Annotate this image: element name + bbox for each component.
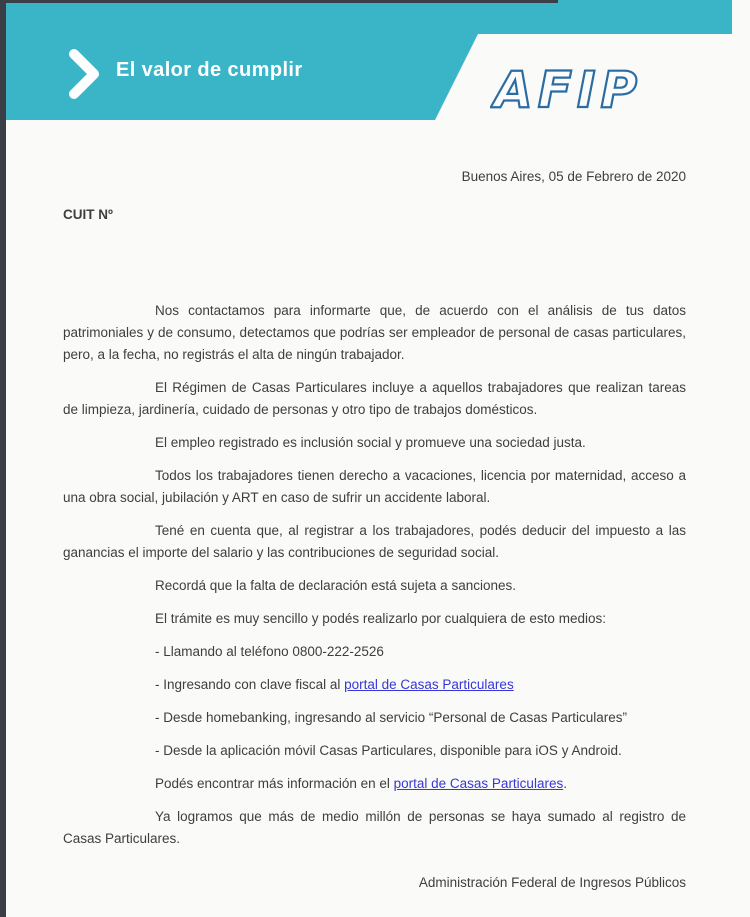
bullet-telefono-text: - Llamando al teléfono 0800-222-2526 (155, 644, 384, 659)
bullet-app-movil-text: - Desde la aplicación móvil Casas Particulares, disponible para iOS y Android. (155, 743, 622, 758)
bullet-clave-fiscal (155, 674, 686, 696)
signature-line: Administración Federal de Ingresos Públicos (418, 875, 686, 890)
paragraph-deduccion: Tené en cuenta que, al registrar a los trabajadores, podés deducir del impuesto a las ganancias el importe del salario y las contribuciones de seguridad social. (63, 523, 686, 560)
header-tagline: El valor de cumplir (116, 59, 303, 81)
paragraph-medio-millon: Ya logramos que más de medio millón de personas se haya sumado al registro de Casas Particulares. (63, 809, 686, 846)
afip-logo-text: AFIP (494, 61, 643, 119)
bullet-homebanking (155, 707, 686, 729)
paragraph-derechos: Todos los trabajadores tienen derecho a vacaciones, licencia por maternidad, acceso a una obra social, jubilación y ART en caso de sufrir un accidente laboral. (63, 468, 686, 505)
paragraph-tramite: El trámite es muy sencillo y podés realizarlo por cualquiera de esto medios: (155, 611, 606, 626)
paragraph-regimen: El Régimen de Casas Particulares incluye a aquellos trabajadores que realizan tareas de limpieza, jardinería, cuidado de personas y otro tipo de trabajos domésticos. (63, 380, 686, 417)
cuit-label: CUIT Nº (63, 207, 113, 222)
portal-casas-particulares-link-2[interactable]: portal de Casas Particulares (393, 776, 564, 791)
bullet-app-movil (155, 740, 686, 762)
letter-body (63, 166, 686, 894)
paragraph-mas-informacion (63, 773, 686, 795)
portal-casas-particulares-link[interactable]: portal de Casas Particulares (344, 677, 514, 692)
scan-edge-left (0, 0, 6, 917)
paragraph-sanciones: Recordá que la falta de declaración está sujeta a sanciones. (155, 578, 516, 593)
paragraph-intro: Nos contactamos para informarte que, de acuerdo con el análisis de tus datos patrimoniales y de consumo, detectamos que podrías ser empleador de personal de casas particulares, pero, a la fecha, no registrás el alta de ningún trabajador. (63, 303, 686, 362)
bullet-clave-fiscal-text: - Ingresando con clave fiscal al (155, 677, 345, 692)
date-line: Buenos Aires, 05 de Febrero de 2020 (461, 169, 686, 184)
afip-logo (490, 57, 670, 128)
scan-edge-top (0, 0, 558, 3)
bullet-telefono (155, 641, 686, 663)
mas-informacion-text: Podés encontrar más información en el (155, 776, 394, 791)
bullet-homebanking-text: - Desde homebanking, ingresando al servicio “Personal de Casas Particulares” (155, 710, 627, 725)
mas-informacion-period: . (563, 776, 567, 791)
chevron-right-icon (62, 46, 106, 107)
paragraph-inclusion: El empleo registrado es inclusión social y promueve una sociedad justa. (155, 435, 586, 450)
